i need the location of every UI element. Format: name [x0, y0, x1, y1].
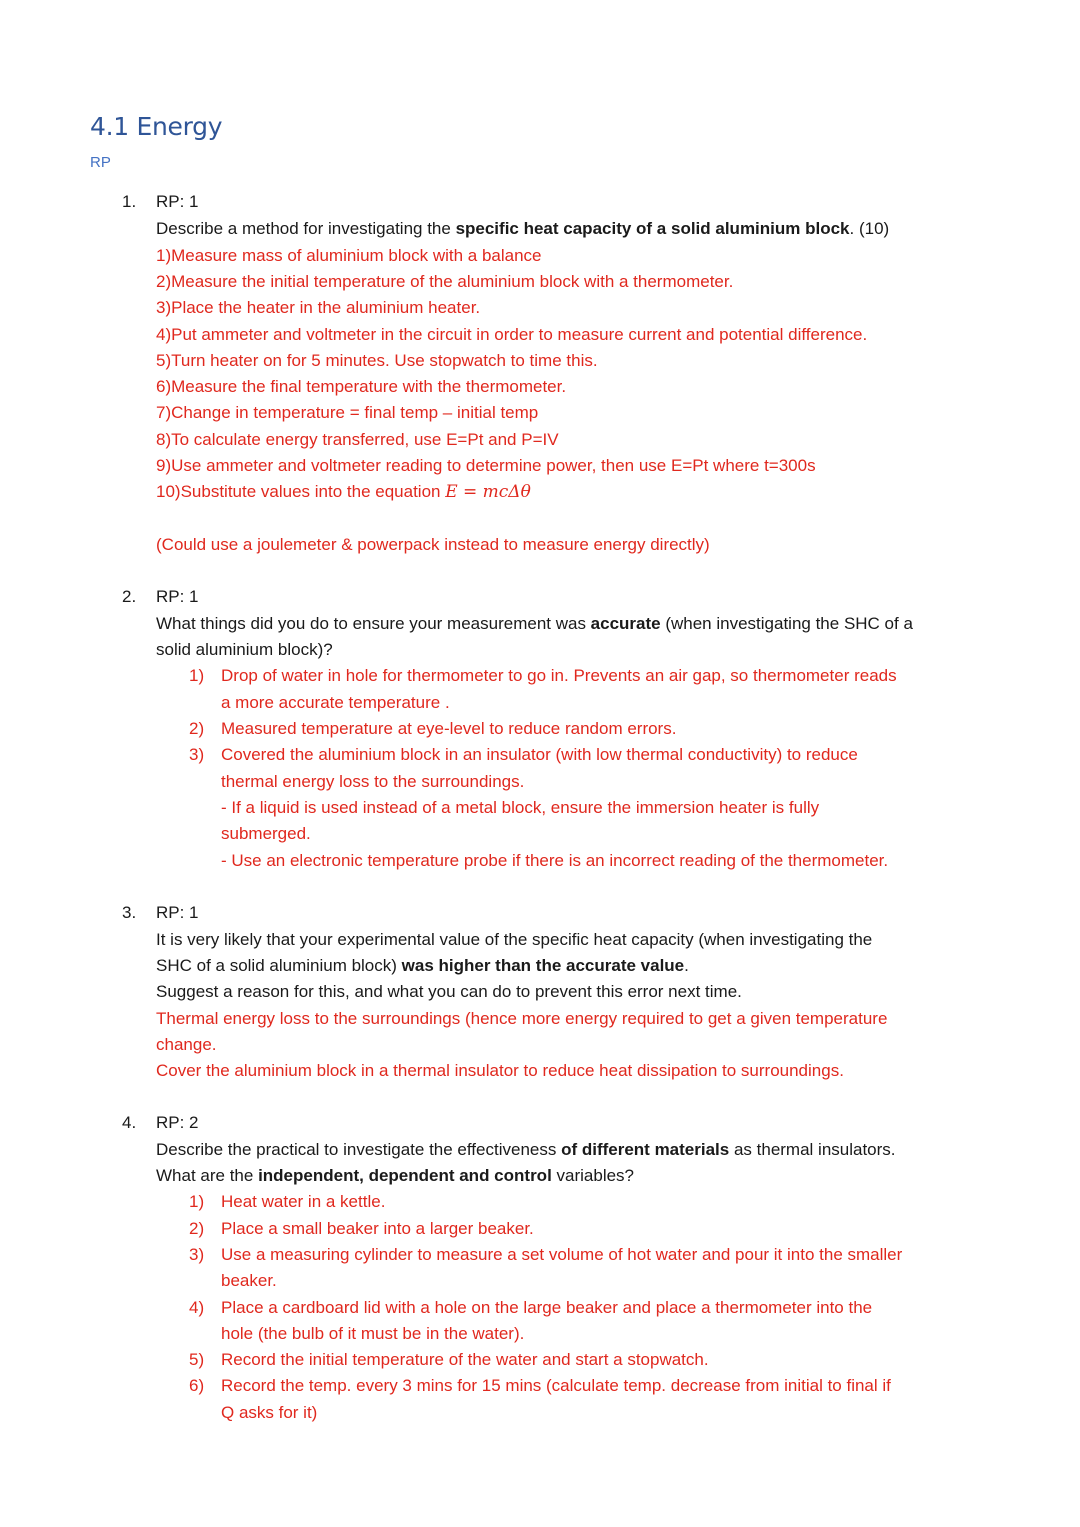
q4-item-4-number: 4): [189, 1298, 205, 1317]
q4-item-3-line-1: Use a measuring cylinder to measure a set volume of hot water and pour it into the smaller: [221, 1245, 903, 1264]
question-3-rp: RP: 1: [156, 903, 199, 922]
q2-item-3-line-5: - Use an electronic temperature probe if there is an incorrect reading of the thermometer.: [221, 851, 889, 870]
q4-item-2-line-1: Place a small beaker into a larger beaker.: [221, 1219, 534, 1238]
q4-item-6-number: 6): [189, 1376, 205, 1395]
q4-item-2-number: 2): [189, 1219, 205, 1238]
q2-item-3-line-1: Covered the aluminium block in an insulator (with low thermal conductivity) to reduce: [221, 745, 858, 764]
q1-step-10: 10)Substitute values into the equation E = mcΔθ: [156, 482, 531, 502]
question-2-prompt: What things did you do to ensure your measurement was accurate (when investigating the SHC of a: [156, 614, 913, 633]
q1-step-2: 2)Measure the initial temperature of the aluminium block with a thermometer.: [156, 272, 734, 291]
q2-item-2-number: 2): [189, 719, 205, 738]
question-2-number: 2.: [122, 587, 137, 606]
question-1-prompt: Describe a method for investigating the specific heat capacity of a solid aluminium block. (10): [156, 219, 890, 238]
question-4-prompt-1: Describe the practical to investigate the effectiveness of different materials as thermal insulators.: [156, 1140, 896, 1159]
question-1-rp: RP: 1: [156, 192, 199, 211]
q3-answer-2: change.: [156, 1035, 217, 1054]
page-title: 4.1 Energy: [90, 112, 223, 141]
question-2-rp: RP: 1: [156, 587, 199, 606]
q4-item-3-number: 3): [189, 1245, 205, 1264]
question-3-prompt-1: It is very likely that your experimental value of the specific heat capacity (when investigating the: [156, 930, 873, 949]
q1-step-5: 5)Turn heater on for 5 minutes. Use stopwatch to time this.: [156, 351, 598, 370]
q2-item-1-number: 1): [189, 666, 205, 685]
equation: E = mcΔθ: [445, 482, 531, 502]
q2-item-2-line-1: Measured temperature at eye-level to reduce random errors.: [221, 719, 677, 738]
q2-item-1-line-2: a more accurate temperature .: [221, 693, 450, 712]
q4-item-5-line-1: Record the initial temperature of the water and start a stopwatch.: [221, 1350, 709, 1369]
q1-step-1: 1)Measure mass of aluminium block with a balance: [156, 246, 542, 265]
q2-item-3-line-3: - If a liquid is used instead of a metal block, ensure the immersion heater is fully: [221, 798, 820, 817]
question-4-rp: RP: 2: [156, 1113, 199, 1132]
q2-item-3-line-4: submerged.: [221, 824, 311, 843]
q4-item-1-line-1: Heat water in a kettle.: [221, 1192, 386, 1211]
question-4-number: 4.: [122, 1113, 137, 1132]
q2-item-3-number: 3): [189, 745, 205, 764]
q3-answer-1: Thermal energy loss to the surroundings (hence more energy required to get a given temperature: [156, 1009, 888, 1028]
question-4-prompt-2: What are the independent, dependent and control variables?: [156, 1166, 635, 1185]
q4-item-3-line-2: beaker.: [221, 1271, 277, 1290]
q1-step-7: 7)Change in temperature = final temp – initial temp: [156, 403, 539, 422]
question-2-prompt-cont: solid aluminium block)?: [156, 640, 333, 659]
q4-item-5-number: 5): [189, 1350, 205, 1369]
q3-answer-3: Cover the aluminium block in a thermal insulator to reduce heat dissipation to surroundings.: [156, 1061, 844, 1080]
q4-item-4-line-1: Place a cardboard lid with a hole on the large beaker and place a thermometer into the: [221, 1298, 873, 1317]
q2-item-3-line-2: thermal energy loss to the surroundings.: [221, 772, 525, 791]
question-3-prompt-3: Suggest a reason for this, and what you can do to prevent this error next time.: [156, 982, 742, 1001]
q4-item-4-line-2: hole (the bulb of it must be in the water).: [221, 1324, 525, 1343]
q1-step-9: 9)Use ammeter and voltmeter reading to determine power, then use E=Pt where t=300s: [156, 456, 816, 475]
q1-step-4: 4)Put ammeter and voltmeter in the circuit in order to measure current and potential difference.: [156, 325, 868, 344]
q4-item-6-line-1: Record the temp. every 3 mins for 15 mins (calculate temp. decrease from initial to final if: [221, 1376, 891, 1395]
q1-step-3: 3)Place the heater in the aluminium heater.: [156, 298, 481, 317]
question-1-number: 1.: [122, 192, 137, 211]
q4-item-1-number: 1): [189, 1192, 205, 1211]
q1-step-8: 8)To calculate energy transferred, use E=Pt and P=IV: [156, 430, 559, 449]
question-3-number: 3.: [122, 903, 137, 922]
question-3-prompt-2: SHC of a solid aluminium block) was higher than the accurate value.: [156, 956, 689, 975]
page-subtitle: RP: [90, 154, 111, 171]
q4-item-6-line-2: Q asks for it): [221, 1403, 318, 1422]
q2-item-1-line-1: Drop of water in hole for thermometer to go in. Prevents an air gap, so thermometer reads: [221, 666, 897, 685]
q1-note: (Could use a joulemeter & powerpack instead to measure energy directly): [156, 535, 710, 554]
q1-step-6: 6)Measure the final temperature with the thermometer.: [156, 377, 567, 396]
